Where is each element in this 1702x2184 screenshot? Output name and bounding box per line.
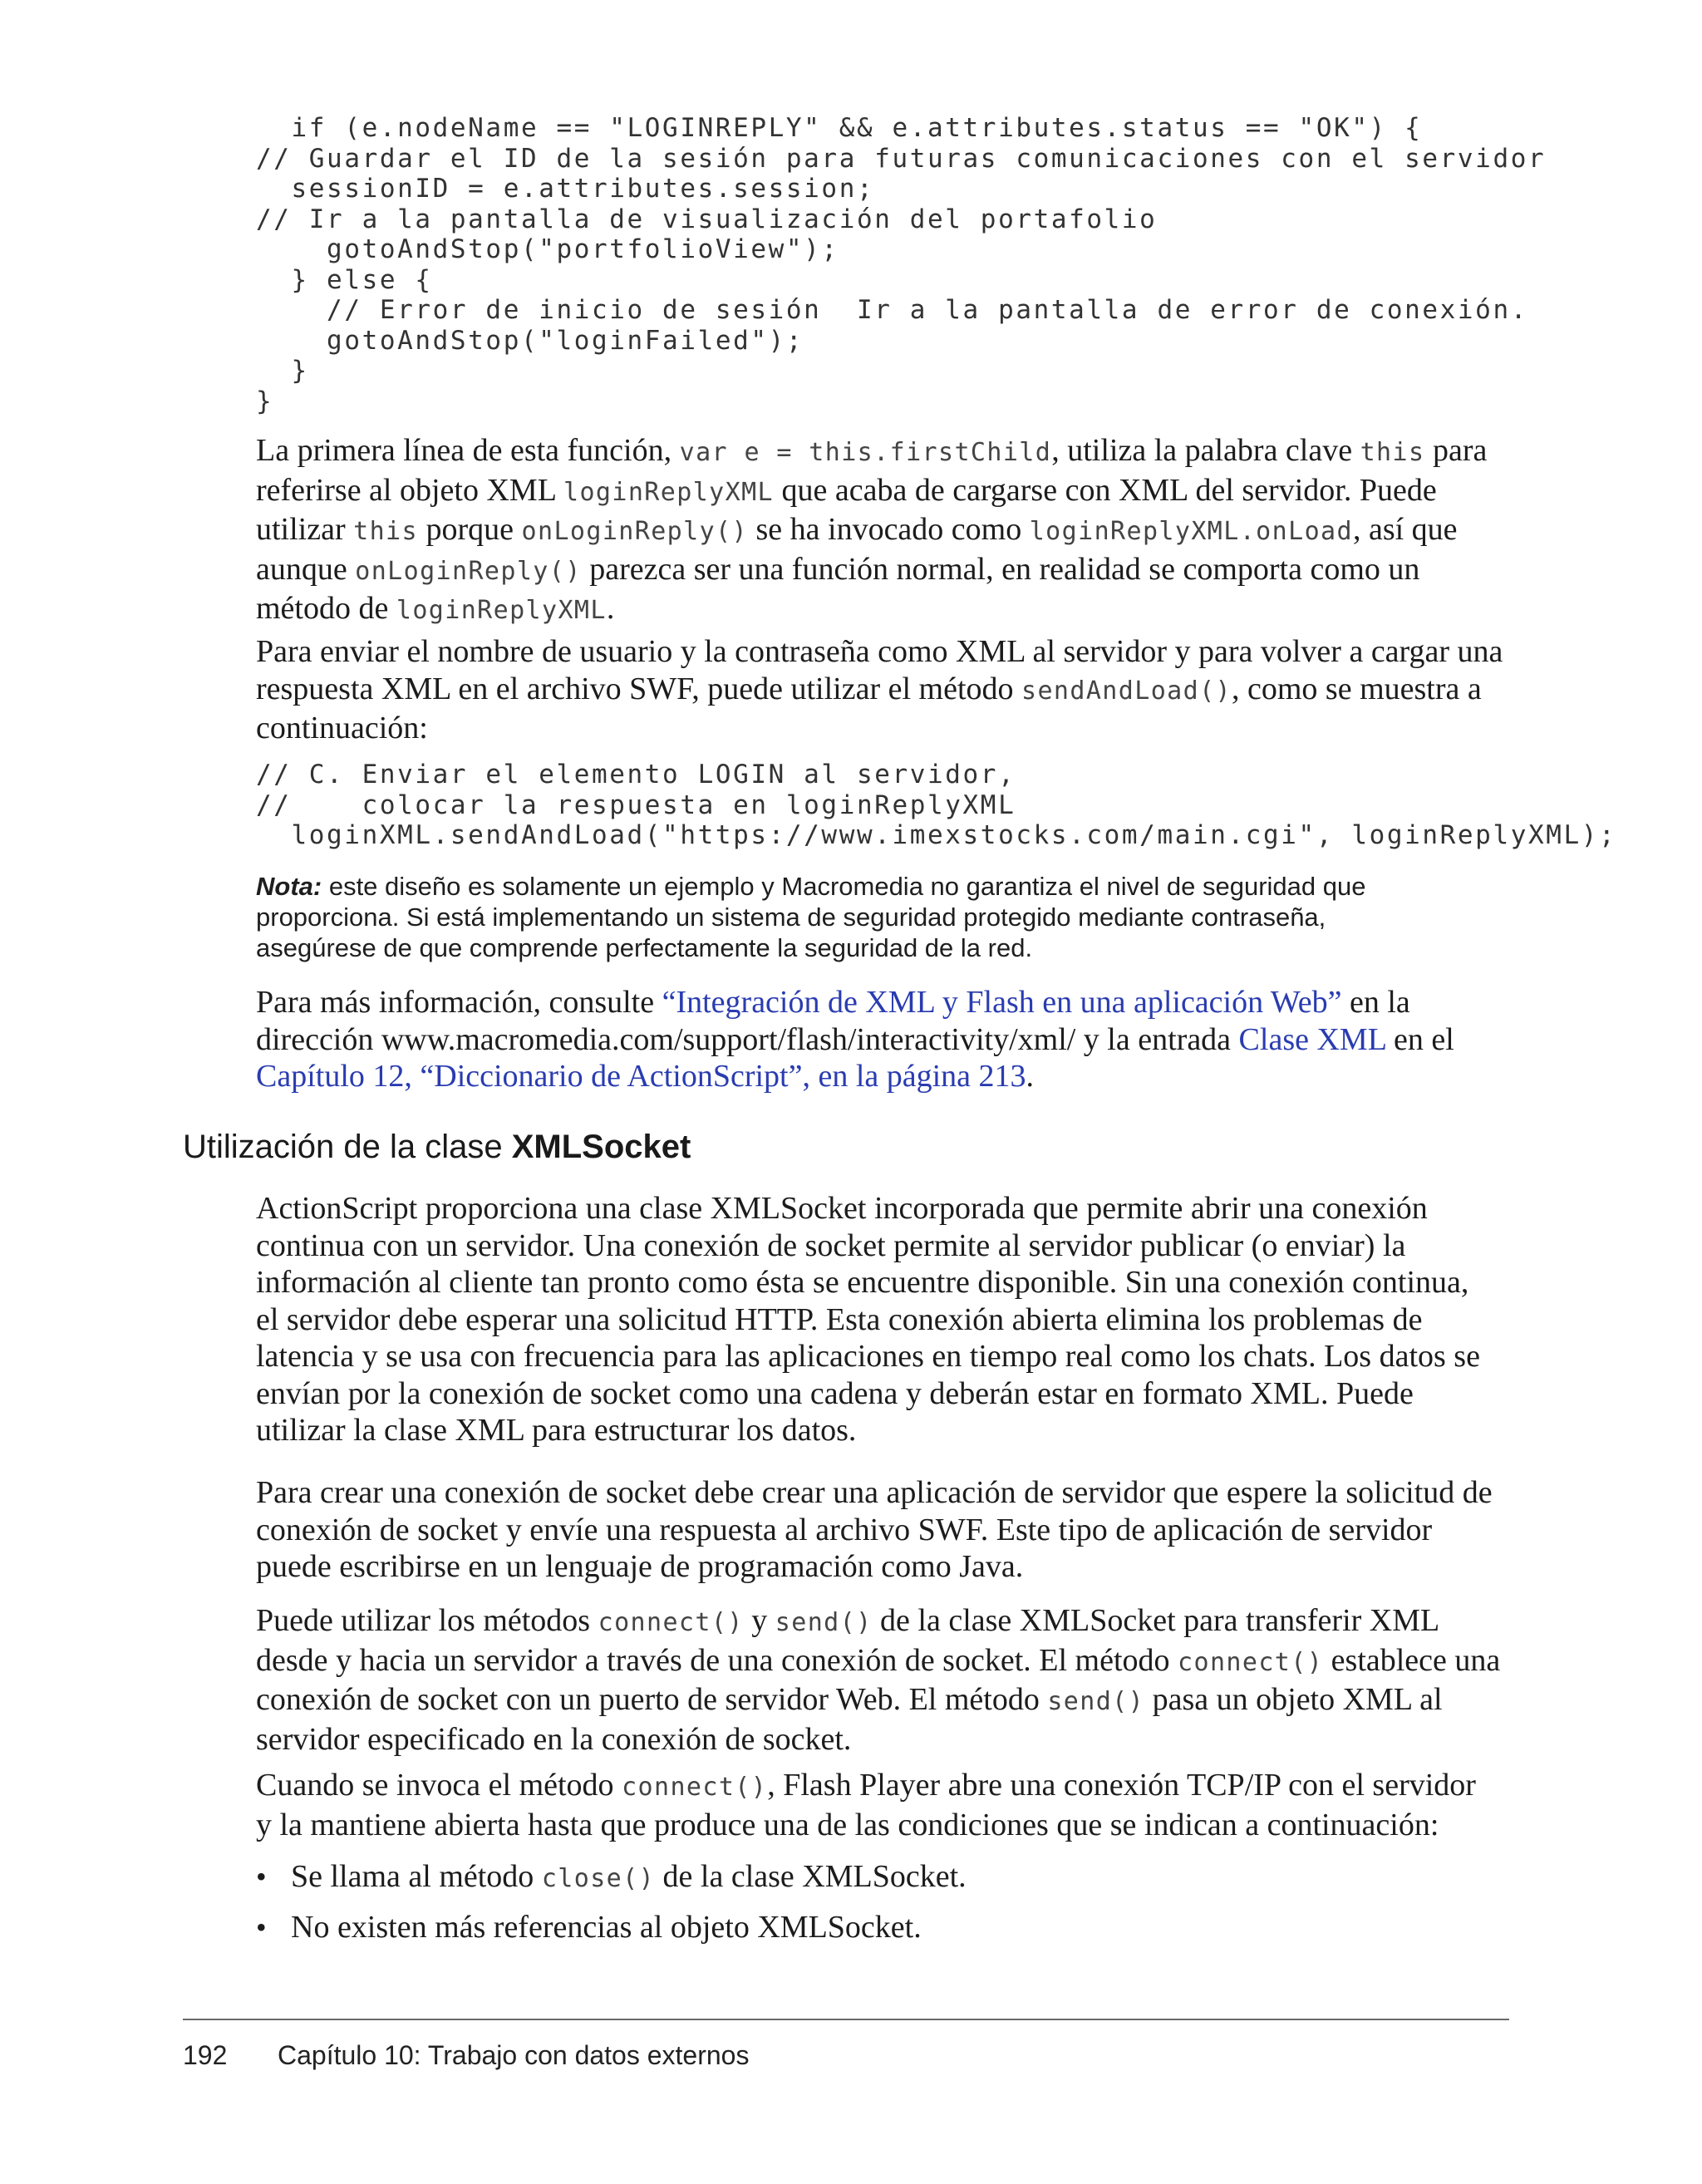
- link-clase-xml[interactable]: Clase XML: [1238, 1021, 1386, 1057]
- text-line: Para crear una conexión de socket debe crear una aplicación de servidor que espere la solicitud de: [256, 1475, 1493, 1510]
- note-callout: [256, 871, 1519, 963]
- text-line: envían por la conexión de socket como una cadena y deberán estar en formato XML. Puede: [256, 1375, 1414, 1411]
- inline-code: onLoginReply(): [355, 556, 582, 586]
- code-line: // C. Enviar el elemento LOGIN al servidor,: [256, 760, 1016, 789]
- text-line: aunque onLoginReply() parezca ser una función normal, en realidad se comporta como un: [256, 551, 1420, 587]
- inline-code: send(): [1047, 1687, 1145, 1716]
- paragraph-connect-send: [256, 1602, 1519, 1758]
- text-line: Para más información, consulte “Integración de XML y Flash en una aplicación Web” en la: [256, 985, 1410, 1020]
- page-number: 192: [183, 2040, 228, 2070]
- inline-code: sendAndLoad(): [1021, 676, 1232, 706]
- text-line: puede escribirse en un lenguaje de programación como Java.: [256, 1549, 1024, 1584]
- list-item: • No existen más referencias al objeto XMLSocket.: [256, 1909, 922, 1945]
- code-line: sessionID = e.attributes.session;: [256, 174, 875, 204]
- footer-rule: [183, 2019, 1509, 2020]
- text-line: método de loginReplyXML.: [256, 591, 615, 626]
- code-line: // Error de inicio de sesión Ir a la pantalla de error de conexión.: [256, 295, 1528, 325]
- chapter-title: Capítulo 10: Trabajo con datos externos: [278, 2040, 750, 2070]
- inline-code: connect(): [1178, 1647, 1324, 1677]
- text-line: utilizar this porque onLoginReply() se ha invocado como loginReplyXML.onLoad, así que: [256, 512, 1458, 547]
- text-line: conexión de socket con un puerto de servidor Web. El método send() pasa un objeto XML al: [256, 1682, 1443, 1717]
- code-line: }: [256, 356, 309, 386]
- list-item: • Se llama al método close() de la clase XMLSocket.: [256, 1859, 967, 1894]
- text-line: el servidor debe esperar una solicitud HTTP. Esta conexión abierta elimina los problemas de: [256, 1301, 1423, 1337]
- text-line: Puede utilizar los métodos connect() y send() de la clase XMLSocket para transferir XML: [256, 1603, 1440, 1638]
- text-line: conexión de socket y envíe una respuesta al archivo SWF. Este tipo de aplicación de servidor: [256, 1512, 1433, 1547]
- text-line: asegúrese de que comprende perfectamente la seguridad de la red.: [256, 933, 1033, 962]
- code-line: gotoAndStop("loginFailed");: [256, 325, 804, 356]
- code-line: } else {: [256, 264, 433, 295]
- text-line: continuación:: [256, 711, 428, 745]
- paragraph-send-and-load: [256, 633, 1519, 747]
- code-block-send-login: [256, 760, 1617, 851]
- note-label: Nota:: [256, 872, 322, 901]
- page-footer: [183, 2040, 749, 2071]
- paragraph-socket-server: [256, 1474, 1519, 1586]
- inline-code: loginReplyXML.onLoad: [1029, 517, 1353, 546]
- link-xml-flash-web[interactable]: “Integración de XML y Flash en una aplicación Web”: [662, 985, 1342, 1020]
- text-line: proporciona. Si está implementando un sistema de seguridad protegido mediante contraseña,: [256, 903, 1326, 932]
- text-line: latencia y se usa con frecuencia para las aplicaciones en tiempo real como los chats. Los datos se: [256, 1339, 1480, 1374]
- inline-code: send(): [775, 1608, 873, 1637]
- text-line: ActionScript proporciona una clase XMLSocket incorporada que permite abrir una conexión: [256, 1191, 1428, 1226]
- code-line: // Ir a la pantalla de visualización del portafolio: [256, 204, 1158, 234]
- text-line: desde y hacia un servidor a través de una conexión de socket. El método connect() establece una: [256, 1642, 1501, 1678]
- paragraph-xmlsocket-intro: [256, 1190, 1519, 1449]
- code-line: gotoAndStop("portfolioView");: [256, 234, 839, 264]
- paragraph-first-line-explanation: [256, 432, 1519, 630]
- bullet-icon: •: [256, 1910, 267, 1944]
- inline-code: loginReplyXML: [563, 477, 774, 507]
- code-line: // colocar la respuesta en loginReplyXML: [256, 789, 1016, 820]
- inline-code: close(): [541, 1864, 656, 1893]
- text-line: y la mantiene abierta hasta que produce una de las condiciones que se indican a continuación:: [256, 1807, 1439, 1842]
- inline-code: connect(): [622, 1773, 768, 1802]
- code-line: if (e.nodeName == "LOGINREPLY" && e.attributes.status == "OK") {: [256, 113, 1423, 143]
- text-line: Para enviar el nombre de usuario y la contraseña como XML al servidor y para volver a cargar una: [256, 634, 1503, 669]
- bullet-icon: •: [256, 1860, 267, 1893]
- inline-code: this: [353, 517, 418, 546]
- paragraph-connect-invoke: [256, 1767, 1519, 1843]
- text-line: información al cliente tan pronto como ésta se encuentre disponible. Sin una conexión continua,: [256, 1265, 1469, 1300]
- bullet-list: [256, 1858, 967, 1956]
- code-block-login-reply: [256, 113, 1547, 416]
- code-line: }: [256, 386, 274, 416]
- section-heading: Utilización de la clase XMLSocket: [183, 1129, 691, 1165]
- code-line: loginXML.sendAndLoad("https://www.imexstocks.com/main.cgi", loginReplyXML);: [256, 820, 1617, 850]
- text-line: servidor especificado en la conexión de socket.: [256, 1721, 852, 1757]
- paragraph-more-info: [256, 984, 1519, 1095]
- text-line: respuesta XML en el archivo SWF, puede utilizar el método sendAndLoad(), como se muestra a: [256, 671, 1482, 706]
- text-line: referirse al objeto XML loginReplyXML que acaba de cargarse con XML del servidor. Puede: [256, 472, 1437, 508]
- inline-code: loginReplyXML: [396, 596, 607, 625]
- link-chapter-12[interactable]: Capítulo 12, “Diccionario de ActionScript”, en la página 213: [256, 1059, 1026, 1094]
- text-line: Capítulo 12, “Diccionario de ActionScript”, en la página 213.: [256, 1059, 1035, 1094]
- inline-code: var e = this.firstChild: [679, 438, 1052, 467]
- text-line: dirección www.macromedia.com/support/flash/interactivity/xml/ y la entrada Clase XML en el: [256, 1021, 1454, 1057]
- text-line: Nota: este diseño es solamente un ejemplo y Macromedia no garantiza el nivel de seguridad que: [256, 872, 1366, 901]
- code-line: // Guardar el ID de la sesión para futuras comunicaciones con el servidor: [256, 143, 1547, 174]
- text-line: Cuando se invoca el método connect(), Flash Player abre una conexión TCP/IP con el servidor: [256, 1768, 1476, 1803]
- inline-code: connect(): [598, 1608, 744, 1637]
- text-line: La primera línea de esta función, var e = this.firstChild, utiliza la palabra clave this para: [256, 433, 1488, 468]
- text-line: continua con un servidor. Una conexión de socket permite al servidor publicar (o enviar) la: [256, 1227, 1406, 1263]
- text-line: utilizar la clase XML para estructurar los datos.: [256, 1413, 857, 1448]
- inline-code: this: [1360, 438, 1425, 467]
- inline-code: onLoginReply(): [521, 517, 748, 546]
